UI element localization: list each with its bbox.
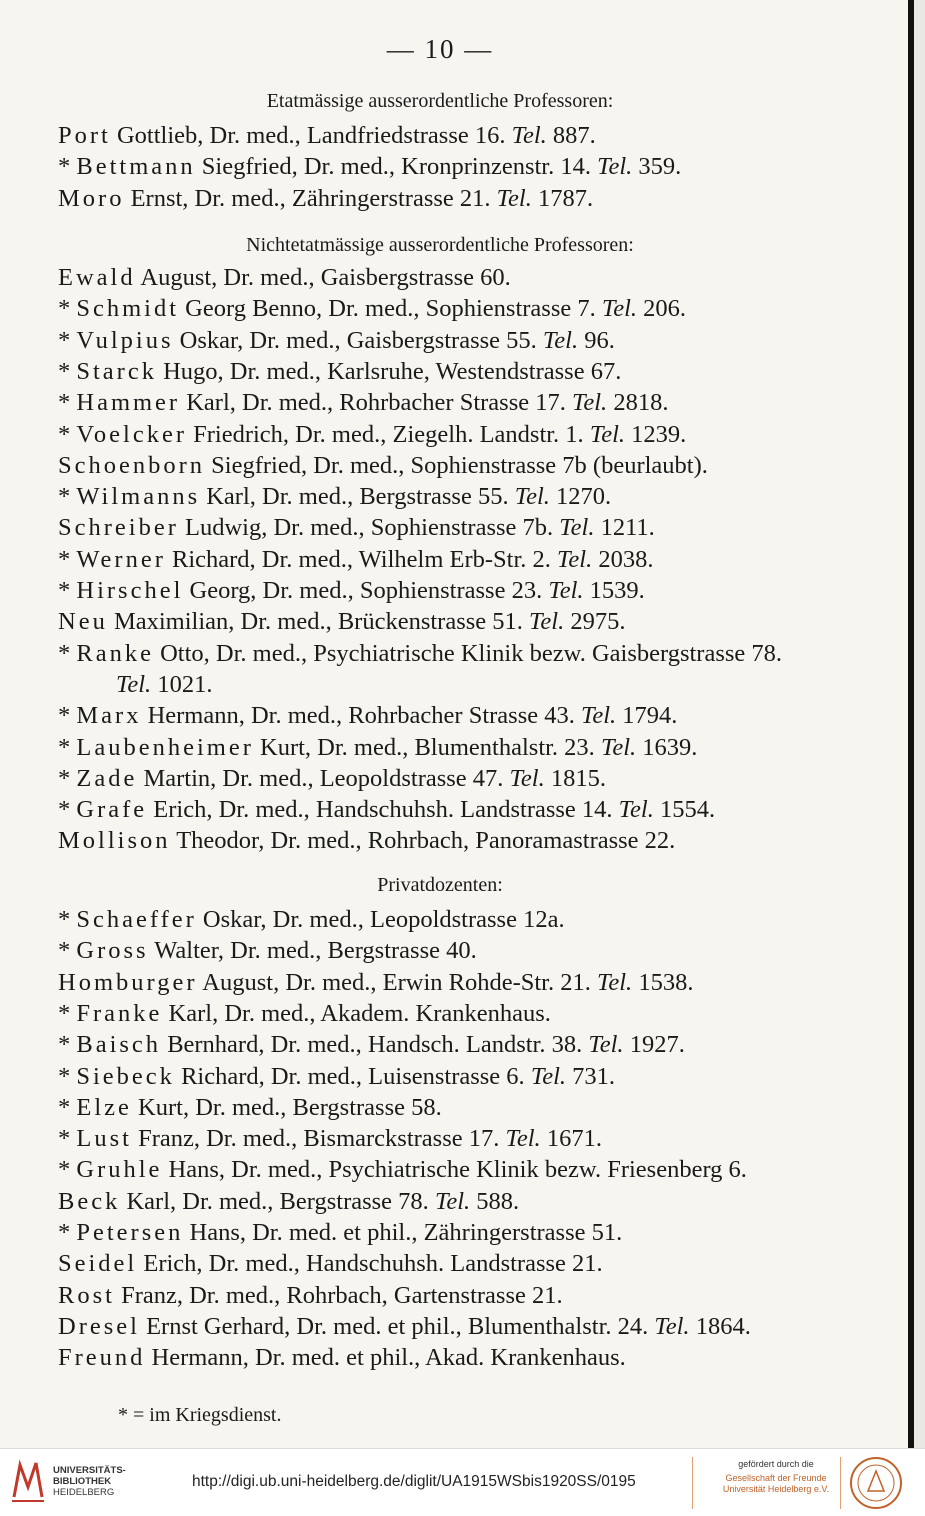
entry-star: *	[58, 1093, 77, 1121]
entry-name: Grafe	[76, 796, 148, 824]
entry-tel-label: Tel.	[600, 733, 637, 761]
entry-details: Erich, Dr. med., Handschuhsh. Landstrasse 21.	[143, 1250, 603, 1278]
entry-tel-number: 1211.	[600, 514, 655, 542]
entry-name: Hammer	[76, 389, 181, 417]
directory-entry	[58, 1219, 838, 1247]
viewer-footer	[0, 1448, 925, 1516]
entry-name: Schaeffer	[76, 906, 197, 933]
entry-tel-number: 2975.	[570, 608, 626, 636]
entry-details: Siegfried, Dr. med., Sophienstrasse 7b (beurlaubt).	[211, 451, 708, 479]
entry-tel-label: Tel.	[542, 326, 579, 354]
entry-star: *	[58, 999, 77, 1027]
directory-entry	[58, 608, 838, 636]
university-seal-icon[interactable]	[848, 1455, 904, 1511]
directory-entry	[58, 122, 838, 150]
entry-star: *	[58, 326, 77, 354]
library-line-1: UNIVERSITÄTS-	[53, 1465, 126, 1476]
entry-tel-number: 1639.	[642, 733, 698, 761]
entry-details: Hugo, Dr. med., Karlsruhe, Westendstrasse 67.	[163, 357, 622, 385]
entry-details: Georg Benno, Dr. med., Sophienstrasse 7.	[185, 295, 596, 323]
entry-details: Kurt, Dr. med., Bergstrasse 58.	[138, 1093, 442, 1121]
directory-entry	[58, 389, 838, 417]
entry-details: Karl, Dr. med., Bergstrasse 78.	[126, 1187, 429, 1215]
footnote: * = im Kriegsdienst.	[118, 1404, 282, 1426]
entry-tel-number: 1539.	[589, 577, 645, 604]
entry-tel-number: 1239.	[631, 420, 687, 448]
entry-name: Wilmanns	[76, 483, 201, 511]
directory-entry	[58, 702, 838, 730]
entry-tel-label: Tel.	[588, 1031, 624, 1059]
entry-name: Lust	[76, 1125, 132, 1153]
directory-entry	[58, 1031, 838, 1059]
entry-name: Voelcker	[76, 420, 187, 448]
directory-entry	[58, 452, 838, 480]
entry-tel-number: 2818.	[613, 389, 669, 417]
entry-star: *	[58, 1031, 77, 1059]
entry-details: August, Dr. med., Erwin Rohde-Str. 21.	[202, 968, 591, 996]
entry-name: Beck	[58, 1187, 121, 1215]
entry-name: Schreiber	[58, 514, 179, 542]
footer-divider	[840, 1457, 841, 1509]
entry-tel-label: Tel.	[597, 153, 633, 181]
section-heading: Nichtetatmässige ausserordentliche Professoren:	[246, 234, 634, 256]
directory-entry	[58, 1156, 838, 1184]
entry-tel-label: Tel.	[572, 389, 608, 417]
page-margin	[914, 0, 925, 1448]
entry-star: *	[58, 1156, 77, 1184]
entry-star: *	[58, 483, 77, 511]
entry-tel-label: Tel.	[529, 608, 565, 636]
sponsor[interactable]	[716, 1459, 836, 1495]
entry-name: Franke	[76, 999, 163, 1027]
entry-name: Ewald	[58, 264, 136, 291]
entry-details: Erich, Dr. med., Handschuhsh. Landstrasse 14.	[153, 796, 613, 824]
directory-entry	[58, 1282, 838, 1310]
entry-name: Ranke	[76, 639, 154, 667]
entry-tel-number: 1864.	[695, 1312, 751, 1340]
sponsor-label: gefördert durch die	[738, 1459, 814, 1469]
entry-details: Hans, Dr. med., Psychiatrische Klinik bezw. Friesenberg 6.	[168, 1156, 747, 1184]
entry-details: Karl, Dr. med., Akadem. Krankenhaus.	[168, 999, 551, 1027]
directory-entry	[58, 827, 838, 855]
entry-tel-label: Tel.	[548, 577, 584, 604]
entry-tel-number: 206.	[643, 295, 687, 323]
entry-tel-label: Tel.	[618, 796, 654, 824]
entry-tel-label: Tel.	[511, 122, 547, 149]
entry-name: Gross	[76, 937, 149, 965]
entry-tel-number: 1787.	[537, 184, 594, 212]
entry-tel-number: 96.	[584, 326, 615, 354]
entry-name: Siebeck	[76, 1062, 175, 1090]
entry-tel-number: 1794.	[622, 702, 678, 730]
entry-name: Port	[58, 122, 111, 149]
entry-tel-label: Tel.	[496, 184, 532, 212]
section-heading: Etatmässige ausserordentliche Professoren:	[266, 90, 614, 112]
page-url-link[interactable]: http://digi.ub.uni-heidelberg.de/diglit/UA1915WSbis1920SS/0195	[192, 1473, 636, 1490]
directory-entry	[58, 358, 838, 386]
directory-entry	[58, 421, 838, 449]
entry-details: Hermann, Dr. med. et phil., Akad. Krankenhaus.	[151, 1344, 626, 1372]
entry-details: Ludwig, Dr. med., Sophienstrasse 7b.	[185, 514, 554, 542]
entry-name: Mollison	[58, 827, 171, 855]
entry-details: Walter, Dr. med., Bergstrasse 40.	[154, 937, 477, 965]
entry-tel-number: 1927.	[629, 1031, 685, 1059]
directory-entry	[58, 264, 838, 292]
entry-tel-label: Tel.	[580, 702, 617, 730]
entry-name: Starck	[76, 357, 157, 385]
entry-tel-number: 1554.	[659, 796, 716, 824]
entry-name: Laubenheimer	[76, 733, 254, 761]
entry-star: *	[58, 1219, 77, 1246]
entry-details: Siegfried, Dr. med., Kronprinzenstr. 14.	[201, 153, 591, 181]
entry-tel-label: Tel.	[557, 545, 593, 573]
directory-entry	[116, 671, 896, 699]
directory-entry	[58, 1313, 838, 1341]
entry-name: Homburger	[58, 968, 198, 996]
entry-star: *	[58, 764, 77, 792]
directory-entry	[58, 734, 838, 762]
entry-star: *	[58, 733, 77, 761]
entry-details: Martin, Dr. med., Leopoldstrasse 47.	[143, 764, 504, 792]
directory-entry	[58, 1188, 838, 1216]
entry-tel-number: 588.	[476, 1187, 520, 1215]
entry-star: *	[58, 577, 77, 604]
entry-tel-number: 359.	[638, 153, 682, 181]
directory-entry	[58, 1250, 838, 1278]
entry-name: Marx	[76, 702, 142, 730]
entry-star: *	[58, 639, 77, 667]
entry-star: *	[58, 702, 77, 730]
entry-name: Zade	[76, 764, 138, 792]
directory-entry	[58, 295, 838, 323]
sponsor-line-2: Universität Heidelberg e.V.	[722, 1484, 830, 1494]
entry-name: Hirschel	[76, 577, 184, 604]
entry-tel-label: Tel.	[559, 514, 595, 542]
directory-entry	[58, 969, 838, 997]
entry-details: Kurt, Dr. med., Blumenthalstr. 23.	[260, 733, 595, 761]
entry-details: Oskar, Dr. med., Leopoldstrasse 12a.	[202, 906, 565, 933]
entry-details: Franz, Dr. med., Rohrbach, Gartenstrasse 21.	[121, 1281, 563, 1309]
directory-entry	[58, 765, 838, 793]
entry-tel-number: 1021.	[157, 670, 213, 698]
library-logo-icon[interactable]	[10, 1457, 46, 1503]
entry-tel-label: Tel.	[509, 764, 545, 792]
library-line-2: BIBLIOTHEK	[53, 1476, 112, 1487]
entry-star: *	[58, 420, 77, 448]
entry-name: Petersen	[76, 1219, 184, 1246]
entry-star: *	[58, 389, 77, 417]
entry-tel-label: Tel.	[597, 968, 633, 996]
entry-details: Ernst Gerhard, Dr. med. et phil., Blumenthalstr. 24.	[146, 1312, 649, 1340]
directory-entry	[58, 185, 838, 213]
directory-entry	[58, 327, 838, 355]
entry-details: Friedrich, Dr. med., Ziegelh. Landstr. 1.	[193, 420, 584, 448]
entry-name: Rost	[58, 1281, 115, 1309]
entry-details: Richard, Dr. med., Luisenstrasse 6.	[181, 1062, 525, 1090]
entry-tel-label: Tel.	[601, 295, 638, 323]
entry-details: Oskar, Dr. med., Gaisbergstrasse 55.	[179, 326, 537, 354]
entry-name: Baisch	[76, 1031, 162, 1059]
entry-tel-number: 1671.	[546, 1125, 602, 1153]
entry-star: *	[58, 357, 77, 385]
entry-name: Dresel	[58, 1312, 140, 1340]
entry-name: Freund	[58, 1344, 146, 1372]
entry-details: Otto, Dr. med., Psychiatrische Klinik bezw. Gaisbergstrasse 78.	[160, 639, 783, 667]
sponsor-line-1: Gesellschaft der Freunde	[725, 1473, 827, 1483]
section-heading: Privatdozenten:	[377, 874, 503, 896]
directory-entry	[58, 1000, 838, 1028]
entry-tel-label: Tel.	[514, 483, 550, 511]
entry-star: *	[58, 906, 77, 933]
entry-star: *	[58, 153, 77, 181]
entry-name: Vulpius	[76, 326, 174, 354]
entry-star: *	[58, 295, 77, 323]
entry-tel-label: Tel.	[589, 420, 625, 448]
entry-tel-label: Tel.	[654, 1312, 690, 1340]
entry-details: Theodor, Dr. med., Rohrbach, Panoramastrasse 22.	[176, 827, 676, 855]
entry-details: Karl, Dr. med., Rohrbacher Strasse 17.	[186, 389, 566, 417]
entry-tel-number: 731.	[572, 1062, 615, 1090]
entry-details: Gottlieb, Dr. med., Landfriedstrasse 16.	[116, 122, 506, 149]
entry-tel-label: Tel.	[434, 1187, 471, 1215]
directory-entry	[58, 1125, 838, 1153]
entry-tel-number: 887.	[552, 122, 596, 149]
entry-name: Bettmann	[76, 153, 196, 181]
directory-entry	[58, 937, 838, 965]
directory-entry	[58, 640, 838, 668]
entry-details: August, Dr. med., Gaisbergstrasse 60.	[140, 264, 511, 291]
footer-divider	[692, 1457, 693, 1509]
entry-tel-label: Tel.	[505, 1125, 541, 1153]
entry-name: Seidel	[58, 1250, 138, 1278]
directory-entry	[58, 1094, 838, 1122]
library-name[interactable]	[53, 1465, 126, 1498]
directory-entry	[58, 483, 838, 511]
entry-tel-number: 1270.	[556, 483, 612, 511]
entry-name: Moro	[58, 184, 125, 212]
entry-name: Neu	[58, 608, 108, 636]
entry-details: Hermann, Dr. med., Rohrbacher Strasse 43.	[147, 702, 575, 730]
entry-star: *	[58, 1062, 77, 1090]
directory-entry	[58, 1063, 838, 1091]
entry-tel-number: 1815.	[550, 764, 606, 792]
directory-entry	[58, 577, 838, 605]
entry-tel-number: 2038.	[598, 545, 654, 573]
entry-details: Franz, Dr. med., Bismarckstrasse 17.	[138, 1125, 500, 1153]
directory-entry	[58, 796, 838, 824]
directory-entry	[58, 1344, 838, 1372]
entry-name: Elze	[76, 1093, 132, 1121]
entry-name: Schmidt	[76, 295, 180, 323]
entry-tel-number: 1538.	[638, 968, 694, 996]
entry-star: *	[58, 545, 77, 573]
entry-details: Richard, Dr. med., Wilhelm Erb-Str. 2.	[171, 545, 551, 573]
entry-name: Gruhle	[76, 1156, 163, 1184]
entry-details: Hans, Dr. med. et phil., Zähringerstrasse 51.	[189, 1219, 623, 1246]
directory-entry	[58, 514, 838, 542]
entry-name: Schoenborn	[58, 451, 206, 479]
entry-star: *	[58, 937, 77, 965]
entry-details: Ernst, Dr. med., Zähringerstrasse 21.	[130, 184, 491, 212]
directory-entry	[58, 906, 838, 934]
entry-details: Karl, Dr. med., Bergstrasse 55.	[206, 483, 509, 511]
library-line-3: HEIDELBERG	[53, 1487, 115, 1498]
entry-tel-label: Tel.	[116, 670, 152, 698]
directory-entry	[58, 153, 838, 181]
entry-name: Werner	[76, 545, 166, 573]
entry-details: Georg, Dr. med., Sophienstrasse 23.	[189, 577, 543, 604]
entry-tel-label: Tel.	[530, 1062, 566, 1090]
page-number: — 10 —	[386, 34, 494, 64]
entry-details: Maximilian, Dr. med., Brückenstrasse 51.	[113, 608, 523, 636]
directory-entry	[58, 546, 838, 574]
entry-star: *	[58, 796, 77, 824]
entry-details: Bernhard, Dr. med., Handsch. Landstr. 38.	[167, 1031, 583, 1059]
entry-star: *	[58, 1125, 77, 1153]
